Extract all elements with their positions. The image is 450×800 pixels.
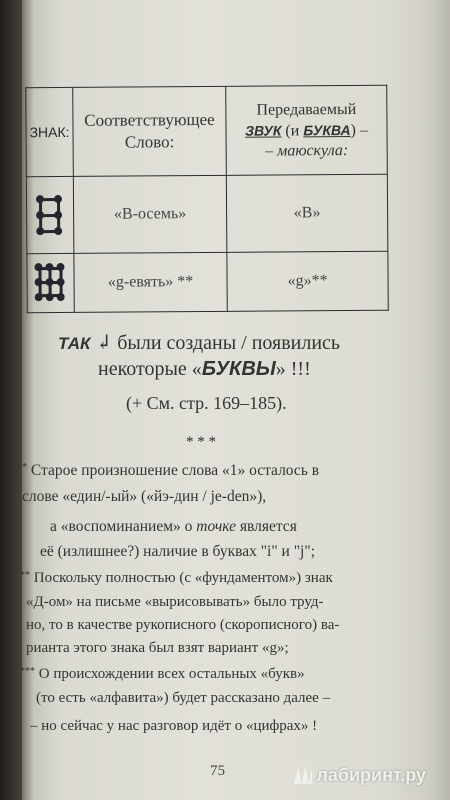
section-separator: * * * xyxy=(186,434,216,450)
note2-line1: ** Поскольку полностью (с «фундаментом») знак xyxy=(20,570,333,586)
note2-line4: рианта этого знака был взят вариант «g»; xyxy=(26,640,289,656)
header-word-line2: Слово: xyxy=(124,132,175,152)
note1-line3: а «воспоминанием» о точке является xyxy=(50,518,297,535)
note1-line1: * Старое произношение слова «1» осталось в xyxy=(22,462,320,479)
bukvy-line xyxy=(98,358,311,381)
table-row xyxy=(26,174,388,254)
sign-nine-cell xyxy=(27,253,74,312)
row2-sound: «g»** xyxy=(227,251,388,311)
bukvy-word: БУКВЫ xyxy=(201,358,276,380)
watermark-logo: лабиринт.ру xyxy=(294,765,426,786)
header-sound-zvuk: ЗВУК xyxy=(245,121,282,139)
tak-word: ТАК xyxy=(58,334,91,353)
table-row xyxy=(27,251,388,313)
header-word-line1: Соответствующее xyxy=(84,109,215,130)
sign-eight-icon xyxy=(35,192,65,238)
header-sound xyxy=(226,85,388,175)
return-arrow-icon: ↲ xyxy=(95,332,113,354)
note3-line3: – но сейчас у нас разговор идёт о «цифрах» ! xyxy=(30,718,318,734)
header-sound-mid: (и xyxy=(285,121,300,139)
page-gutter xyxy=(0,0,22,800)
sign-nine-icon xyxy=(34,263,66,303)
note2-line3: но, то в качестве рукописного (скорописного) ва- xyxy=(26,617,340,633)
tak-line xyxy=(58,330,340,355)
tak-line-rest: были созданы / появились xyxy=(117,332,341,354)
header-sound-line3: – маюскула: xyxy=(265,141,349,160)
header-sign: ЗНАК: xyxy=(26,87,74,176)
note2-line2: «Д-ом» на письме «вырисовывать» было труд- xyxy=(26,594,324,610)
note1-line4: её (излишнее?) наличие в буквах "i" и "j"; xyxy=(40,543,315,560)
sign-table xyxy=(25,85,389,314)
note3-line1: *** О происхождении всех остальных «букв» xyxy=(20,666,305,682)
row2-word: «g-евять» ** xyxy=(74,252,227,312)
header-sound-bukva: БУКВА xyxy=(303,121,351,138)
page-number: 75 xyxy=(210,763,225,779)
header-sound-line1: Передаваемый xyxy=(256,100,357,119)
bukvy-pre: некоторые « xyxy=(98,358,202,380)
note1-line2: слове «един/-ый» («йэ-дин / je-den»), xyxy=(22,488,267,505)
sign-eight-cell xyxy=(26,176,74,253)
bukvy-post: » !!! xyxy=(275,358,311,380)
note3-line2: (то есть «алфавита») будет рассказано далее – xyxy=(36,690,331,706)
page-reference: (+ См. стр. 169–185). xyxy=(126,393,287,413)
row1-word: «В-осемь» xyxy=(73,175,227,253)
header-word xyxy=(73,86,227,176)
header-sound-end: ) – xyxy=(350,121,369,139)
table-header-row xyxy=(26,85,388,177)
row1-sound: «В» xyxy=(226,174,388,252)
labirint-logo-icon xyxy=(294,766,312,784)
